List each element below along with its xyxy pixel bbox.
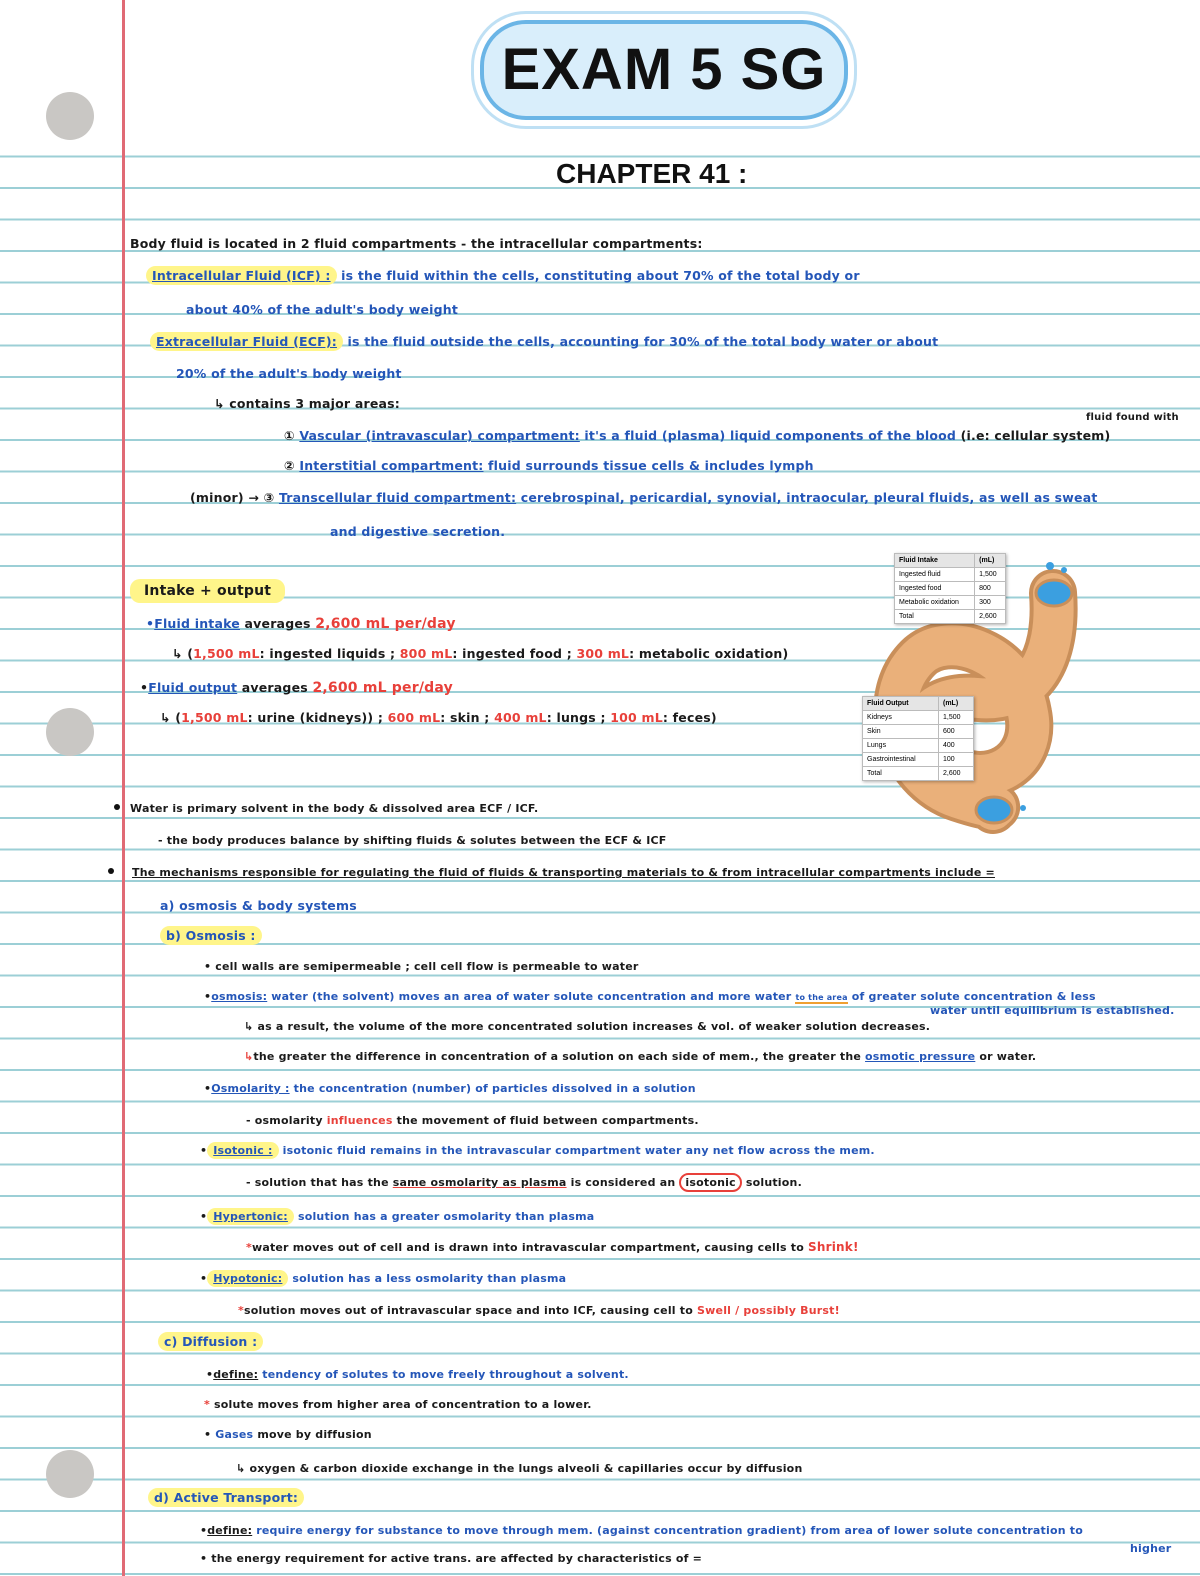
text: move by diffusion [257, 1428, 372, 1441]
term: Transcellular fluid compartment: [278, 490, 517, 505]
table-header: (mL) [939, 697, 974, 711]
margin-line [122, 0, 125, 1576]
text: solution has a greater osmolarity than plasma [297, 1210, 595, 1223]
text: isotonic fluid remains in the intravascular compartment water any net flow across the mem. [282, 1144, 875, 1157]
circled-term: isotonic [679, 1173, 741, 1192]
title-cloud [480, 20, 848, 120]
term: Interstitial compartment: [299, 458, 484, 473]
term: Fluid output [148, 680, 238, 695]
text: the energy requirement for active trans. are affected by characteristics of = [211, 1552, 703, 1565]
water-drop-icon [1036, 580, 1072, 606]
table-cell: Metabolic oxidation [895, 596, 975, 610]
subheading: d) Active Transport: [148, 1488, 304, 1507]
text: it's a fluid (plasma) liquid components of the blood [584, 428, 957, 443]
droplet-icon [1020, 805, 1026, 811]
text-line: and digestive secretion. [330, 524, 506, 539]
arrow-label: to the area [795, 993, 848, 1002]
text: solution. [745, 1176, 802, 1189]
table-cell: 2,600 [939, 767, 974, 781]
text: the movement of fluid between compartments. [396, 1114, 699, 1127]
text: or water. [979, 1050, 1037, 1063]
text-line: Body fluid is located in 2 fluid compartments - the intracellular compartments: [130, 236, 703, 251]
text: contains 3 major areas: [229, 396, 400, 411]
term: define: [207, 1524, 253, 1537]
droplet-icon [1061, 567, 1067, 573]
text: - osmolarity [246, 1114, 323, 1127]
page-title: EXAM 5 SG [501, 37, 827, 102]
text: the greater the difference in concentration of a solution on each side of mem., the greater the [253, 1050, 862, 1063]
text: require energy for substance to move through mem. (against concentration gradient) from area of lower solute concentration to [256, 1524, 1084, 1537]
table-cell: 800 [975, 582, 1006, 596]
text: cerebrospinal, pericardial, synovial, intraocular, pleural fluids, as well as sweat [520, 490, 1098, 505]
text: : feces) [662, 710, 717, 725]
text: : skin ; [440, 710, 490, 725]
table-cell: 1,500 [975, 568, 1006, 582]
water-drop-icon [976, 797, 1012, 823]
term: Fluid intake [154, 616, 240, 631]
text: is the fluid within the cells, constituting about 70% of the total body or [341, 268, 860, 283]
text: : urine (kidneys)) ; [247, 710, 384, 725]
text: : lungs ; [546, 710, 606, 725]
value: 400 mL [494, 710, 547, 725]
text-line: about 40% of the adult's body weight [186, 302, 459, 317]
text: averages [241, 680, 308, 695]
table-cell: 2,600 [975, 610, 1006, 624]
text: Shrink! [808, 1240, 859, 1254]
text-line: Water is primary solvent in the body & dissolved area ECF / ICF. [130, 802, 539, 815]
note: fluid found with [1086, 412, 1179, 423]
table-cell: 100 [939, 753, 974, 767]
table-cell: 600 [939, 725, 974, 739]
note: (i.e: cellular system) [960, 428, 1111, 443]
droplet-icon [1046, 562, 1054, 570]
text: water (the solvent) moves an area of water solute concentration and more water [271, 990, 792, 1003]
text: solution moves out of intravascular space and into ICF, causing cell to [243, 1304, 694, 1317]
fluid-intake-table [894, 553, 1006, 624]
text: is considered an [570, 1176, 676, 1189]
value: 1,500 mL [181, 710, 248, 725]
value: 800 mL [399, 646, 453, 661]
table-cell: 400 [939, 739, 974, 753]
table-cell: Lungs [863, 739, 939, 753]
table-cell: 300 [975, 596, 1006, 610]
text: is the fluid outside the cells, accounting for 30% of the total body water or about [347, 334, 939, 349]
text: (minor) → [190, 490, 260, 505]
text-line: 20% of the adult's body weight [176, 366, 402, 381]
text: as a result, the volume of the more concentrated solution increases & vol. of weaker solution decreases. [257, 1020, 931, 1033]
text: - solution that has the [246, 1176, 389, 1189]
table-header: Fluid Output [863, 697, 939, 711]
subheading: b) Osmosis : [160, 926, 262, 945]
value: 600 mL [387, 710, 441, 725]
text: solute moves from higher area of concentration to a lower. [213, 1398, 592, 1411]
table-cell: Skin [863, 725, 939, 739]
term: Hypertonic: [207, 1208, 294, 1225]
text-line: higher [1130, 1542, 1172, 1555]
term: Gases [215, 1428, 254, 1441]
table-cell: 1,500 [939, 711, 974, 725]
text: : metabolic oxidation) [629, 646, 789, 661]
chapter-heading: CHAPTER 41 : [556, 158, 748, 189]
text: solution has a less osmolarity than plasma [292, 1272, 567, 1285]
term: Intracellular Fluid (ICF) : [146, 266, 337, 285]
text-line: The mechanisms responsible for regulating the fluid of fluids & transporting materials to & from intracellular compartments include = [132, 866, 995, 879]
binder-hole [46, 92, 94, 140]
term: osmosis: [211, 990, 268, 1003]
text: fluid surrounds tissue cells & includes lymph [488, 458, 814, 473]
value: 2,600 mL per/day [312, 680, 453, 696]
term: Hypotonic: [207, 1270, 288, 1287]
table-cell: Gastrointestinal [863, 753, 939, 767]
table-cell: Ingested food [895, 582, 975, 596]
text: Swell / possibly [697, 1304, 797, 1317]
text-line: - the body produces balance by shifting fluids & solutes between the ECF & ICF [158, 834, 667, 847]
term: Isotonic : [207, 1142, 278, 1159]
binder-hole [46, 708, 94, 756]
notebook-paper: EXAM 5 SG CHAPTER 41 : Body fluid is located in 2 fluid compartments - the intracellular compartments: Intracellular Fluid (ICF) : is the fluid within the cells, constituting about 70% of the total body or about 40% of the adult's body weight Extracellular Fluid (ECF): is the fluid outside the cells, accounting for 30% of the total body water or about 20% of the adult's body weight ↳ contains 3 major areas: ① Vascular (intravascular) compartment: it's a fluid (plasma) liquid components of the blood (i.e: cellular system) fluid found with ② Interstitial compartment: fluid surrounds tissue cells & includes lymph (minor) → ③ Transcellular fluid compartment: cerebrospinal, pericardial, synovial, intraocular, pleural fluids, as well as sweat and digestive secretion. Intake + output •Fluid intake averages 2,600 mL per/day ↳ (1,500 mL: ingested liquids ; 800 mL: ingested food ; 300 mL: metabolic oxidation) •Fluid output averages 2,600 mL per/day ↳ (1,500 mL: urine (kidneys)) ; 600 mL: skin ; 400 mL: lungs ; 100 mL: feces) Fluid Intake (mL) Ingested fluid 1,500 Ingested food 800 Metabolic oxidation 300 Total 2,600 Fluid Output (mL) Kidneys 1,500 Skin 600 Lungs 400 Gastrointestinal 100 Total 2,600 Water is primary solvent in the body & dissolved area ECF / ICF. - the body produces balance by shifting fluids & solutes between the ECF & ICF The mechanisms responsible for regulating the fluid of fluids & transporting materials to & from intracellular compartments include = a) osmosis & body systems b) Osmosis : • cell walls are semipermeable ; cell cell flow is permeable to water •osmosis: water (the solvent) moves an area of water solute concentration and more water to the area of greater solute concentration & less water until equilibrium is established. ↳ as a result, the volume of the more concentrated solution increases & vol. of weaker solution decreases. ↳the greater the difference in concentration of a solution on each side of mem., the greater the osmotic pressure or water. •Osmolarity : the concentration (number) of particles dissolved in a solution - osmolarity influences the movement of fluid between compartments. • Isotonic : isotonic fluid remains in the intravascular compartment water any net flow across the mem. - solution that has the same osmolarity as plasma is considered an isotonic solution. • Hypertonic: solution has a greater osmolarity than plasma *water moves out of cell and is drawn into intravascular compartment, causing cells to Shrink! • Hypotonic: solution has a less osmolarity than plasma *solution moves out of intravascular space and into ICF, causing cell to Swell / possibly Burst! c) Diffusion : •define: tendency of solutes to move freely throughout a solvent. * solute moves from higher area of concentration to a lower. • Gases move by diffusion ↳ oxygen & carbon dioxide exchange in the lungs alveoli & capillaries occur by diffusion d) Active Transport: •define: require energy for substance to move through mem. (against concentration gradient) from area of lower solute concentration to higher • the energy requirement for active trans. are affected by characteristics of = [0, 0, 1200, 1576]
value: 2,600 mL per/day [315, 616, 456, 632]
text: oxygen & carbon dioxide exchange in the lungs alveoli & capillaries occur by diffusion [249, 1462, 803, 1475]
text: influences [326, 1114, 393, 1127]
value: 100 mL [610, 710, 663, 725]
table-cell: Total [895, 610, 975, 624]
value: 1,500 mL [193, 646, 260, 661]
term: Vascular (intravascular) compartment: [299, 428, 580, 443]
text: cell walls are semipermeable ; cell cell flow is permeable to water [215, 960, 639, 973]
bullet [108, 868, 114, 874]
text: Burst! [800, 1304, 840, 1317]
text-line: water until equilibrium is established. [930, 1004, 1175, 1017]
text: : ingested liquids ; [259, 646, 396, 661]
subheading: a) osmosis & body systems [160, 898, 357, 913]
term: Extracellular Fluid (ECF): [150, 332, 343, 351]
text: averages [244, 616, 311, 631]
binder-hole [46, 1450, 94, 1498]
text: tendency of solutes to move freely throughout a solvent. [262, 1368, 629, 1381]
section-heading: Intake + output [130, 579, 285, 603]
text: water moves out of cell and is drawn into intravascular compartment, causing cells to [251, 1241, 804, 1254]
term: define: [213, 1368, 259, 1381]
fluid-output-table [862, 696, 974, 781]
subheading: c) Diffusion : [158, 1332, 263, 1351]
table-cell: Ingested fluid [895, 568, 975, 582]
text: of greater solute concentration & less [851, 990, 1096, 1003]
table-cell: Kidneys [863, 711, 939, 725]
table-header: Fluid Intake [895, 554, 975, 568]
term: osmotic pressure [865, 1050, 976, 1063]
text: : ingested food ; [452, 646, 572, 661]
text: the concentration (number) of particles dissolved in a solution [293, 1082, 696, 1095]
value: 300 mL [576, 646, 630, 661]
term: Osmolarity : [211, 1082, 290, 1095]
bullet [114, 804, 120, 810]
table-cell: Total [863, 767, 939, 781]
text: same osmolarity as plasma [392, 1176, 567, 1189]
table-header: (mL) [975, 554, 1006, 568]
